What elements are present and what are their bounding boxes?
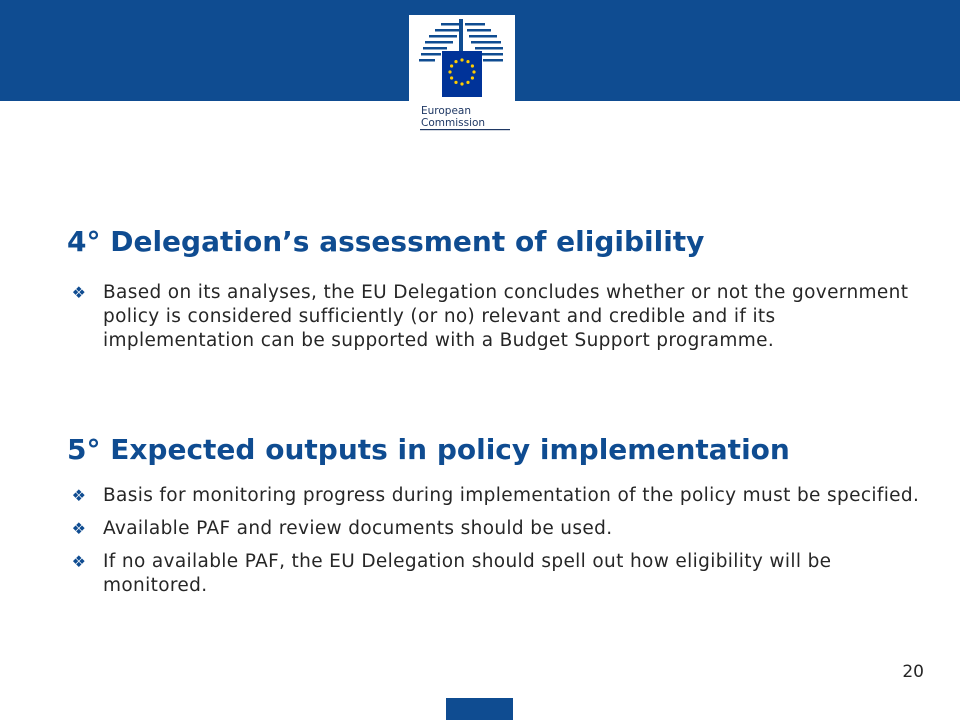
footer-tab xyxy=(446,698,513,720)
outputs-bullet-list xyxy=(67,484,927,607)
european-commission-logo xyxy=(409,15,515,137)
page-number: 20 xyxy=(902,662,924,682)
diamond-star-icon: ❖ xyxy=(71,486,87,505)
bullet-text: Available PAF and review documents should be used. xyxy=(103,518,613,539)
logo-text xyxy=(421,105,485,129)
diamond-star-icon: ❖ xyxy=(71,552,87,571)
diamond-star-icon: ❖ xyxy=(71,519,87,538)
bullet-item xyxy=(67,550,927,598)
bullet-text: Based on its analyses, the EU Delegation concludes whether or not the government policy is considered sufficiently (or no) relevant and credible and if its implementation can be supported with a Budget Support programme. xyxy=(103,282,909,351)
bullet-item xyxy=(67,484,927,508)
bullet-text: If no available PAF, the EU Delegation should spell out how eligibility will be monitored. xyxy=(103,551,832,596)
logo-line-european: European xyxy=(421,105,472,117)
eligibility-bullet-list xyxy=(67,281,927,362)
bullet-item xyxy=(67,517,927,541)
section-title-eligibility-assessment: 4° Delegation’s assessment of eligibility xyxy=(67,225,705,258)
bullet-text: Basis for monitoring progress during implementation of the policy must be specified. xyxy=(103,485,920,506)
section-title-expected-outputs: 5° Expected outputs in policy implementation xyxy=(67,433,790,466)
bullet-item xyxy=(67,281,927,353)
diamond-star-icon: ❖ xyxy=(71,283,87,302)
logo-line-commission: Commission xyxy=(421,117,486,129)
